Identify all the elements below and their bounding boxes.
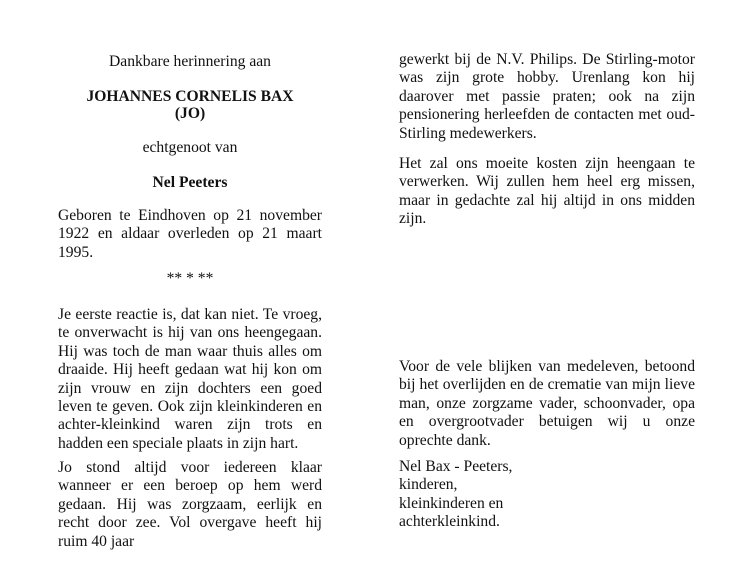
deceased-name: JOHANNES CORNELIS BAX (86, 88, 294, 105)
right-column (399, 0, 695, 587)
separator: ** * ** (166, 270, 214, 287)
signature-block (399, 458, 695, 532)
tribute-paragraph-2: Jo stond altijd voor iedereen klaar wanneer er een beroep op hem werd gedaan. Hij was zorgzaam, eerlijk en recht door zee. Vol overgave heeft hij ruim 40 jaar (58, 459, 322, 550)
signature-line: achterkleinkind. (399, 513, 500, 531)
spouse-name: Nel Peeters (152, 174, 228, 191)
deceased-nickname: (JO) (174, 105, 206, 122)
tribute-paragraph-4: Het zal ons moeite kosten zijn heengaan te verwerken. Wij zullen hem heel erg missen, maar in gedachte zal hij altijd in ons midden zijn. (399, 155, 695, 228)
tribute-paragraph-1: Je eerste reactie is, dat kan niet. Te vroeg, te onverwacht is hij van ons heengegaan. Hij was toch de man waar thuis alles om draaide. Hij heeft gedaan wat hij kon om zijn vrouw en zijn dochters een goed leven te geven. Ook zijn kleinkinderen en achter-kleinkind waren zijn trots en hadden een speciale plaats in zijn hart. (58, 306, 322, 452)
signature-line: kleinkinderen en (399, 494, 504, 512)
signature-line: kinderen, (399, 476, 458, 494)
left-column (58, 0, 322, 587)
birth-death-text: Geboren te Eindhoven op 21 november 1922 en aldaar overleden op 21 maart 1995. (58, 207, 322, 261)
spouse-intro: echtgenoot van (142, 139, 238, 156)
tribute-paragraph-3: gewerkt bij de N.V. Philips. De Stirling-motor was zijn grote hobby. Urenlang kon hij daarover met passie praten; ook na zijn pensionering herleefden de contacten met oud-Stirling medewerkers. (399, 51, 695, 142)
card-heading: Dankbare herinnering aan (109, 53, 271, 70)
thanks-paragraph: Voor de vele blijken van medeleven, betoond bij het overlijden en de crematie van mijn lieve man, onze zorgzame vader, schoonvader, opa en overgrootvader betuigen wij u onze oprechte dank. (399, 358, 695, 449)
signature-line: Nel Bax - Peeters, (399, 458, 513, 475)
